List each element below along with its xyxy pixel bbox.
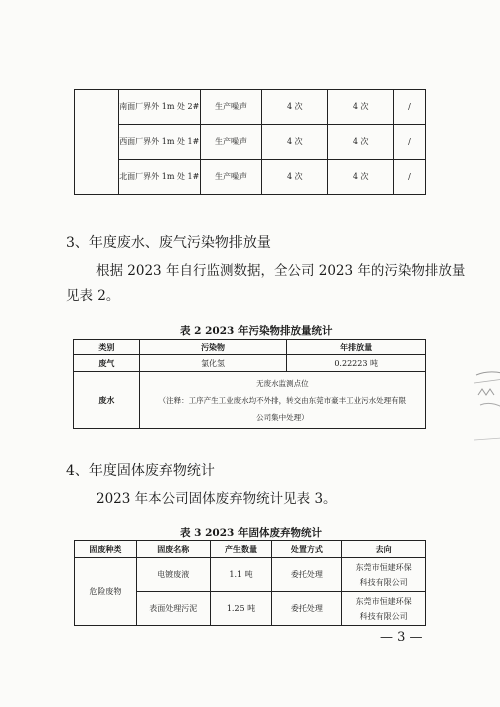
section-3-paragraph-line1: 根据 2023 年自行监测数据，全公司 2023 年的污染物排放量: [96, 263, 466, 279]
category-cell: 废水: [74, 372, 140, 429]
category-cell: 废气: [74, 355, 140, 372]
actual-cell: 4 次: [328, 160, 394, 195]
table-row: [74, 355, 426, 372]
remark-cell: /: [394, 90, 426, 125]
remark-cell: /: [394, 160, 426, 195]
location-cell: 南面厂界外 1m 处 2#: [118, 90, 200, 125]
table-header-row: [74, 340, 426, 355]
section-3-paragraph-line2: 见表 2。: [66, 288, 120, 304]
header-waste-name: 固废名称: [136, 541, 210, 558]
source-cell: 生产噪声: [200, 125, 262, 160]
header-disposal-method: 处置方式: [272, 541, 342, 558]
source-cell: 生产噪声: [200, 90, 262, 125]
quantity-cell: 1.1 吨: [210, 558, 272, 592]
wastewater-note-cell: [139, 372, 425, 429]
table-row: [75, 160, 426, 195]
waste-category-cell: 危险废物: [75, 558, 137, 626]
table-row: [75, 558, 426, 592]
section-3-heading: 3、年度废水、废气污染物排放量: [66, 235, 271, 251]
solid-waste-table: [74, 540, 426, 626]
section-4-paragraph: 2023 年本公司固体废弃物统计见表 3。: [96, 491, 337, 507]
planned-cell: 4 次: [262, 125, 328, 160]
table-row: [74, 372, 426, 429]
quantity-cell: 1.25 吨: [210, 592, 272, 626]
page-number: — 3 —: [380, 630, 423, 645]
table-header-row: [75, 541, 426, 558]
table-2-caption: 表 2 2023 年污染物排放量统计: [180, 325, 333, 337]
section-4-heading: 4、年度固体废弃物统计: [66, 463, 215, 479]
wastewater-note-line1: 无废水监测点位: [256, 378, 309, 388]
seal-stamp-icon: [468, 365, 500, 455]
noise-monitoring-table: [74, 89, 426, 195]
location-cell: 西面厂界外 1m 处 1#: [118, 125, 200, 160]
destination-line2: 科技有限公司: [359, 611, 408, 621]
table-3-caption: 表 3 2023 年固体废弃物统计: [180, 527, 322, 539]
table-row: [75, 90, 426, 125]
destination-line1: 东莞市恒建环保: [355, 596, 412, 606]
waste-name-cell: 电镀废液: [136, 558, 210, 592]
merged-cell: [75, 90, 119, 195]
header-destination: 去向: [342, 541, 426, 558]
method-cell: 委托处理: [272, 592, 342, 626]
destination-cell: [342, 592, 426, 626]
wastewater-note-line2: （注释：工序产生工业废水均不外排，转交由东莞市豪丰工业污水处理有限: [158, 395, 407, 405]
waste-name-cell: 表面处理污泥: [136, 592, 210, 626]
header-quantity: 产生数量: [210, 541, 272, 558]
pollutant-cell: 氯化氢: [139, 355, 287, 372]
actual-cell: 4 次: [328, 90, 394, 125]
remark-cell: /: [394, 125, 426, 160]
planned-cell: 4 次: [262, 90, 328, 125]
actual-cell: 4 次: [328, 125, 394, 160]
header-category: 类别: [74, 340, 140, 355]
destination-line2: 科技有限公司: [359, 577, 408, 587]
destination-line1: 东莞市恒建环保: [355, 562, 412, 572]
header-waste-type: 固废种类: [75, 541, 137, 558]
source-cell: 生产噪声: [200, 160, 262, 195]
location-cell: 北面厂界外 1m 处 1#: [118, 160, 200, 195]
amount-cell: 0.22223 吨: [287, 355, 426, 372]
header-amount: 年排放量: [287, 340, 426, 355]
wastewater-note-line3: 公司集中处理）: [256, 412, 309, 422]
planned-cell: 4 次: [262, 160, 328, 195]
emissions-table: [73, 339, 426, 429]
header-pollutant: 污染物: [139, 340, 287, 355]
destination-cell: [342, 558, 426, 592]
table-row: [75, 125, 426, 160]
method-cell: 委托处理: [272, 558, 342, 592]
